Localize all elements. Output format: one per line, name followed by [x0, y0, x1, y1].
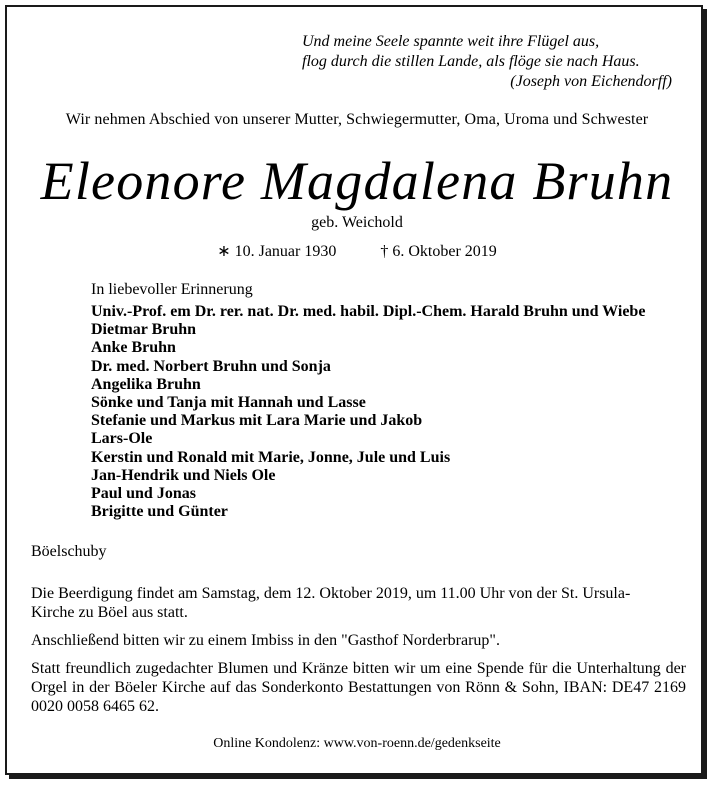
deceased-name: Eleonore Magdalena Bruhn	[40, 151, 674, 211]
mourner-entry: Dr. med. Norbert Bruhn und Sonja	[91, 357, 331, 375]
memory-label: In liebevoller Erinnerung	[91, 281, 253, 298]
poem-line-1: Und meine Seele spannte weit ihre Flügel aus,	[302, 33, 600, 50]
mourner-entry: Brigitte und Günter	[91, 503, 228, 521]
birth-date: ∗ 10. Januar 1930	[217, 243, 337, 260]
funeral-notice	[31, 584, 686, 622]
mourner-entry: Sönke und Tanja mit Hannah und Lasse	[91, 394, 366, 412]
death-date: † 6. Oktober 2019	[380, 243, 497, 260]
mourners-list	[91, 303, 701, 521]
funeral-line-1: Die Beerdigung findet am Samstag, dem 12. Oktober 2019, um 11.00 Uhr von der St. Ursula-	[31, 585, 631, 602]
life-dates	[0, 241, 714, 261]
poem-author: (Joseph von Eichendorff)	[510, 73, 672, 90]
donation-notice: Statt freundlich zugedachter Blumen und Kränze bitten wir um eine Spende für die Unterhaltung der Orgel in der Böeler Kirche auf das Sonderkonto Bestattungen von Rönn & Sohn, IBAN: DE47 2169 0020 0058 6465 62.	[31, 660, 686, 715]
intro-text: Wir nehmen Abschied von unserer Mutter, Schwiegermutter, Oma, Uroma und Schwester	[65, 111, 649, 128]
mourner-entry: Stefanie und Markus mit Lara Marie und Jakob	[91, 412, 423, 430]
poem-line-2: flog durch die stillen Lande, als flöge sie nach Haus.	[302, 53, 640, 70]
mourner-entry: Dietmar Bruhn	[91, 321, 197, 339]
mourner-entry: Anke Bruhn	[91, 339, 176, 357]
mourner-entry: Univ.-Prof. em Dr. rer. nat. Dr. med. habil. Dipl.-Chem. Harald Bruhn und Wiebe	[91, 303, 646, 320]
mourner-entry: Lars-Ole	[91, 430, 153, 448]
mourner-entry: Angelika Bruhn	[91, 375, 201, 393]
funeral-line-2: Kirche zu Böel aus statt.	[31, 604, 188, 621]
reception-notice: Anschließend bitten wir zu einem Imbiss in den "Gasthof Norderbrarup".	[31, 632, 500, 649]
online-condolence: Online Kondolenz: www.von-roenn.de/gedenkseite	[213, 736, 501, 751]
maiden-name: geb. Weichold	[311, 214, 403, 231]
mourner-entry: Jan-Hendrik und Niels Ole	[91, 466, 276, 484]
poem-quote	[302, 32, 672, 92]
place-name: Böelschuby	[31, 543, 107, 560]
mourner-entry: Kerstin und Ronald mit Marie, Jonne, Jule und Luis	[91, 448, 451, 466]
mourner-entry: Paul und Jonas	[91, 485, 196, 503]
